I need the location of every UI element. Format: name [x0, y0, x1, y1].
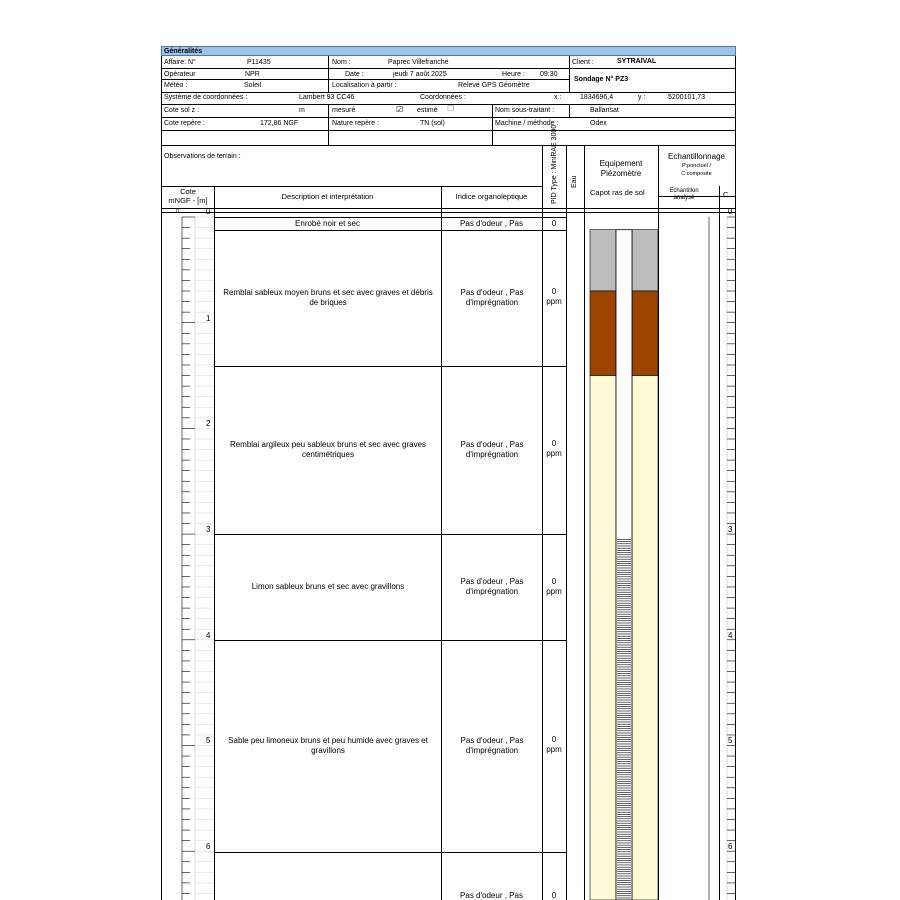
depth-label: 0: [206, 207, 211, 216]
echantillonnage-sub1: P:ponctuel /: [681, 163, 712, 169]
layer-pid: 0: [551, 439, 557, 448]
cote-sol-unit: m: [299, 107, 305, 114]
layer-pid: 0: [551, 219, 557, 228]
grout-layer: [632, 230, 658, 291]
localisation-label: Localisation à partir :: [332, 82, 397, 89]
depth-label-right: 6: [728, 842, 733, 851]
x-value: 1834696,4: [580, 94, 614, 101]
client-label: Client :: [572, 59, 594, 66]
eau-column-header: Eau: [571, 175, 578, 188]
layer-pid: 0: [551, 735, 557, 744]
depth-label-right: 5: [728, 736, 733, 745]
layer-indice: Pas d'odeur , Pas d'imprégnation: [460, 440, 524, 459]
layer-indice: Pas d'odeur , Pas: [460, 891, 523, 900]
nature-repere-label: Nature repère :: [332, 120, 380, 127]
observations-label: Observations de terrain :: [164, 153, 241, 160]
layer-indice: Pas d'odeur , Pas d'imprégnation: [460, 736, 524, 755]
section-title: Généralités: [164, 48, 203, 55]
depth-label: 4: [206, 631, 211, 640]
depth-label: 5: [206, 736, 211, 745]
mesure-checkbox[interactable]: ☑: [396, 105, 404, 114]
localisation-value: Relevé GPS Géomètre: [458, 82, 530, 89]
layer-description: Limon sableux bruns et sec avec gravillons: [251, 582, 405, 591]
depth-label: 1: [206, 314, 211, 323]
depth-label: 2: [206, 419, 211, 428]
borehole-log-sheet: [161, 46, 736, 900]
y-value: 5200101,73: [668, 94, 705, 101]
date-value: jeudi 7 août 2025: [393, 71, 447, 78]
systeme-label: Système de coordonnées :: [164, 94, 248, 101]
depth-label-right: 0: [728, 207, 733, 216]
layer-pid-unit: ppm: [546, 745, 562, 754]
cote-header-line2: mNGF - [m]: [168, 196, 208, 205]
borehole-graphics: [162, 46, 737, 900]
cote-header-line1: Cote: [180, 187, 196, 196]
layer-indice: Pas d'odeur , Pas d'imprégnation: [460, 288, 524, 307]
machine-label: Machine / méthode :: [495, 120, 559, 127]
layer-description: Remblai argileux peu sableux bruns et sec avec graves centimétriques: [229, 440, 427, 459]
cote-sol-label: Cote sol z :: [164, 107, 200, 114]
layer-description: Remblai sableux moyen bruns et sec avec graves et débris de briques: [223, 288, 433, 307]
ngf-start: 0: [176, 209, 179, 215]
machine-value: Odex: [590, 120, 607, 127]
nature-repere-value: TN (sol): [420, 120, 445, 127]
fill-layer: [632, 291, 658, 376]
operateur-value: NPR: [245, 71, 260, 78]
echantillonnage-sub2: C:composite: [681, 171, 712, 177]
layer-pid: 0: [551, 577, 557, 586]
piezometre-header: Piézomètre: [600, 169, 642, 178]
layer-pid: 0: [551, 891, 557, 900]
layer-indice: Pas d'odeur , Pas d'imprégnation: [460, 577, 524, 596]
layer-description: Sable peu limoneux bruns et peu humide avec graves et gravillons: [228, 736, 428, 755]
coordonnees-label: Coordonnées :: [420, 94, 466, 101]
layer-pid: 0: [551, 287, 557, 296]
well-casing: [616, 230, 632, 900]
indice-header: Indice organoleptique: [455, 192, 528, 201]
equipement-header: Equipement: [599, 159, 643, 168]
operateur-label: Opérateur: [164, 71, 196, 78]
mesure-label: mesuré: [332, 107, 356, 114]
nom-label: Nom :: [332, 59, 351, 66]
echantillon-analyse-header: Echantillon analysé: [669, 188, 699, 201]
gravel-pack-layer: [632, 376, 658, 900]
depth-label-right: 4: [728, 631, 733, 640]
affaire-label: Affaire: N°: [164, 59, 196, 66]
grout-layer: [590, 230, 616, 291]
depth-label-right: 3: [728, 525, 733, 534]
affaire-value: P11435: [247, 59, 271, 66]
heure-value: 09:30: [540, 71, 558, 78]
depth-label: 3: [206, 525, 211, 534]
estime-label: estimé: [417, 107, 438, 114]
depth-label: 6: [206, 842, 211, 851]
systeme-value: Lambert 93 CC46: [299, 94, 355, 101]
meteo-label: Météo :: [164, 82, 188, 89]
fill-layer: [590, 291, 616, 376]
layer-pid-unit: ppm: [546, 449, 562, 458]
y-label: y :: [638, 94, 646, 101]
layer-pid-unit: ppm: [546, 297, 562, 306]
meteo-value: Soleil: [244, 82, 262, 89]
capot-header: Capot ras de sol: [590, 188, 645, 197]
sous-traitant-value: Ballansat: [590, 107, 619, 114]
cote-repere-label: Cote repère :: [164, 120, 205, 127]
heure-label: Heure :: [502, 71, 525, 78]
echantillonnage-header: Echantillonnage: [668, 152, 725, 161]
pid-column-header: PID Type : MiniRAE 3000: [551, 124, 558, 204]
layer-description: Enrobé noir et sec: [295, 219, 360, 228]
nom-value: Paprec Villefranche: [388, 59, 449, 66]
layer-indice: Pas d'odeur , Pas: [460, 219, 523, 228]
layer-pid-unit: ppm: [546, 587, 562, 596]
x-label: x :: [554, 94, 562, 101]
date-label: Date :: [345, 71, 364, 78]
cote-repere-value: 172,86 NGF: [260, 120, 299, 127]
sondage-number: Sondage N° PZ3: [574, 76, 629, 83]
sous-traitant-label: Nom sous-traitant :: [495, 107, 555, 114]
composite-c-header: C: [723, 190, 729, 199]
description-header: Description et interprétation: [281, 192, 374, 201]
estime-checkbox[interactable]: ☐: [447, 104, 455, 113]
client-value: SYTRAIVAL: [617, 58, 657, 65]
gravel-pack-layer: [590, 376, 616, 900]
